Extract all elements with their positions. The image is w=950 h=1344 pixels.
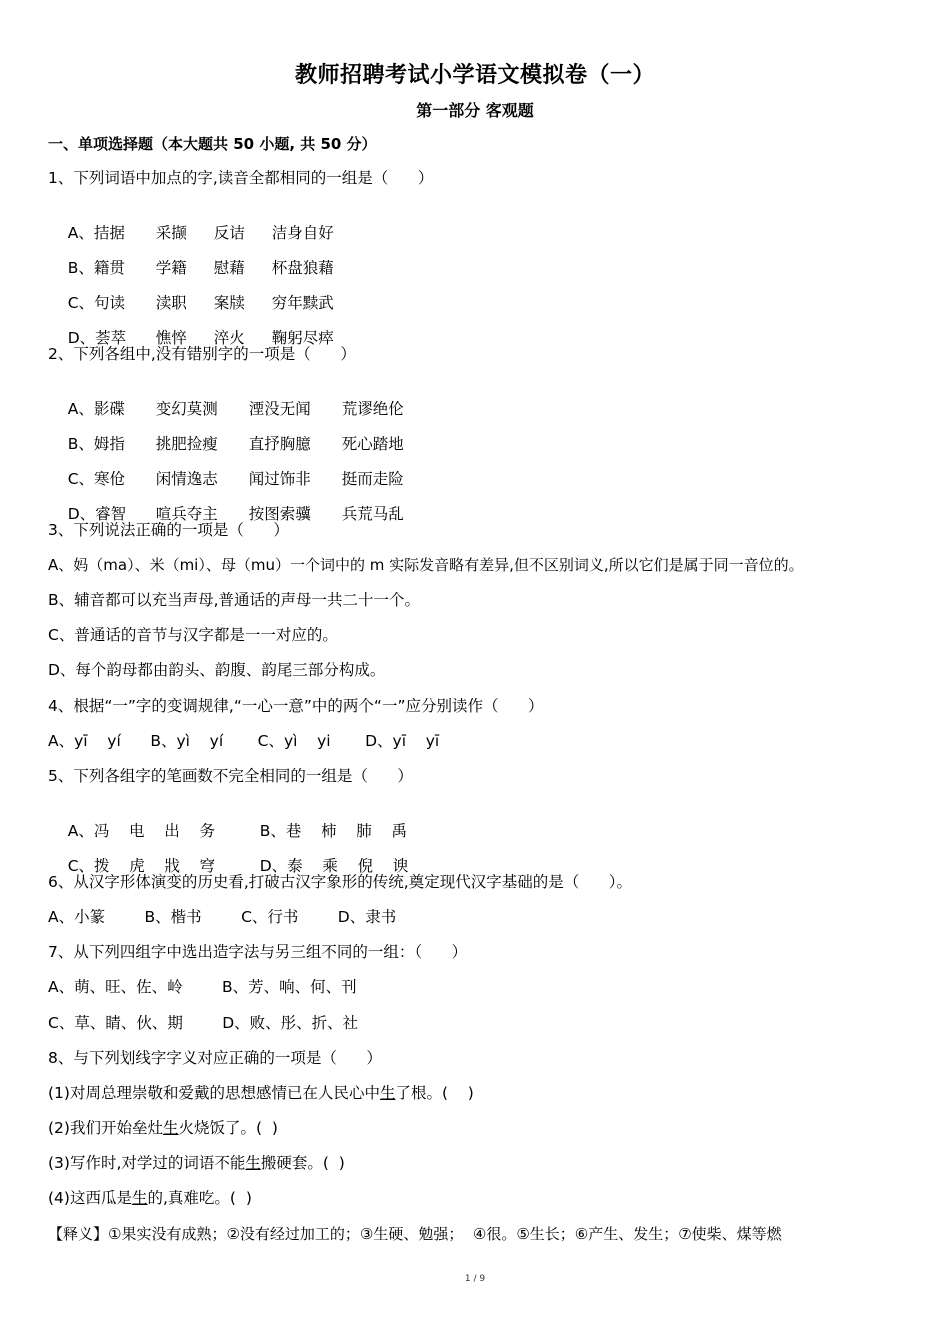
question-1-option-a: A、拮据 采撷 反诘 洁身自好 (67, 224, 334, 242)
question-2-option-b: B、姆指 挑肥捡瘦 直抒胸臆 死心踏地 (67, 435, 404, 453)
question-8-stem: 8、与下列划线字字义对应正确的一项是（ ） (48, 1049, 382, 1067)
question-1-stem: 1、下列词语中加点的字,读音全都相同的一组是（ ） (48, 169, 434, 187)
question-1-option-c: C、句读 渎职 案牍 穷年黩武 (67, 294, 334, 312)
page-title: 教师招聘考试小学语文模拟卷（一） (294, 63, 655, 88)
question-4-stem: 4、根据“一”字的变调规律,“一心一意”中的两个“一”应分别读作（ ） (48, 697, 544, 715)
question-3-option-a: A、妈（ma）、米（mi）、母（mu）一个词中的 m 实际发音略有差异,但不区别词义,所以它们是属于同一音位的。 (48, 556, 804, 574)
question-8-explanation: 【释义】①果实没有成熟；②没有经过加工的；③生硬、勉强； ④很。⑤生长；⑥产生、发生；⑦使柴、煤等燃 (48, 1225, 782, 1243)
question-5-stem: 5、下列各组字的笔画数不完全相同的一组是（ ） (48, 767, 413, 785)
question-5-options-ab: A、冯 电 出 务 B、巷 柿 肺 禹 (67, 822, 407, 840)
question-1-option-d: D、荟萃 憔悴 淬火 鞠躬尽瘁 (67, 329, 334, 347)
question-7-options-ab: A、萌、旺、佐、岭 B、芳、响、何、刊 (48, 978, 357, 996)
question-3-option-b: B、辅音都可以充当声母,普通话的声母一共二十一个。 (48, 591, 421, 609)
underlined-char: 生 (162, 1119, 179, 1137)
underlined-char: 生 (245, 1154, 261, 1172)
question-7-stem: 7、从下列四组字中选出造字法与另三组不同的一组：（ ） (48, 943, 468, 961)
question-2-option-a: A、影碟 变幻莫测 湮没无闻 荒谬绝伦 (67, 400, 404, 418)
question-6-stem: 6、从汉字形体演变的历史看,打破古汉字象形的传统,奠定现代汉字基础的是（ ）。 (48, 873, 633, 891)
question-2-option-c: C、寒伧 闲情逸志 闻过饰非 挺而走险 (67, 470, 404, 488)
question-8-sentence-1: (1)对周总理崇敬和爱戴的思想感情已在人民心中生了根。( ) (48, 1084, 474, 1102)
question-2-option-d: D、睿智 喧兵夺主 按图索骥 兵荒马乱 (67, 505, 404, 523)
question-3-option-d: D、每个韵母都由韵头、韵腹、韵尾三部分构成。 (48, 661, 386, 679)
question-3-stem: 3、下列说法正确的一项是（ ） (48, 521, 289, 539)
question-3-option-c: C、普通话的音节与汉字都是一一对应的。 (48, 626, 338, 644)
underlined-char: 生 (379, 1084, 396, 1102)
question-2-stem: 2、下列各组中,没有错别字的一项是（ ） (48, 345, 356, 363)
question-8-sentence-3: (3)写作时,对学过的词语不能生搬硬套。( ) (48, 1154, 345, 1172)
question-8-sentence-4: (4)这西瓜是生的,真难吃。( ) (48, 1189, 252, 1207)
question-4-options: A、yī yí B、yì yí C、yì yi D、yī yī (48, 732, 440, 750)
underlined-char: 生 (131, 1189, 148, 1207)
question-5-options-cd: C、拨 虎 戕 穹 D、泰 乘 倪 谀 (67, 857, 409, 875)
page-number: 1 / 9 (464, 1274, 486, 1284)
question-8-sentence-2: (2)我们开始垒灶生火烧饭了。( ) (48, 1119, 278, 1137)
part-subtitle: 第一部分 客观题 (416, 101, 534, 120)
question-7-options-cd: C、草、睛、伙、期 D、败、彤、折、社 (48, 1014, 359, 1032)
question-1-option-b: B、籍贯 学籍 慰藉 杯盘狼藉 (67, 259, 334, 277)
section-heading: 一、单项选择题（本大题共 50 小题, 共 50 分） (48, 135, 377, 153)
question-6-options: A、小篆 B、楷书 C、行书 D、隶书 (48, 908, 397, 926)
